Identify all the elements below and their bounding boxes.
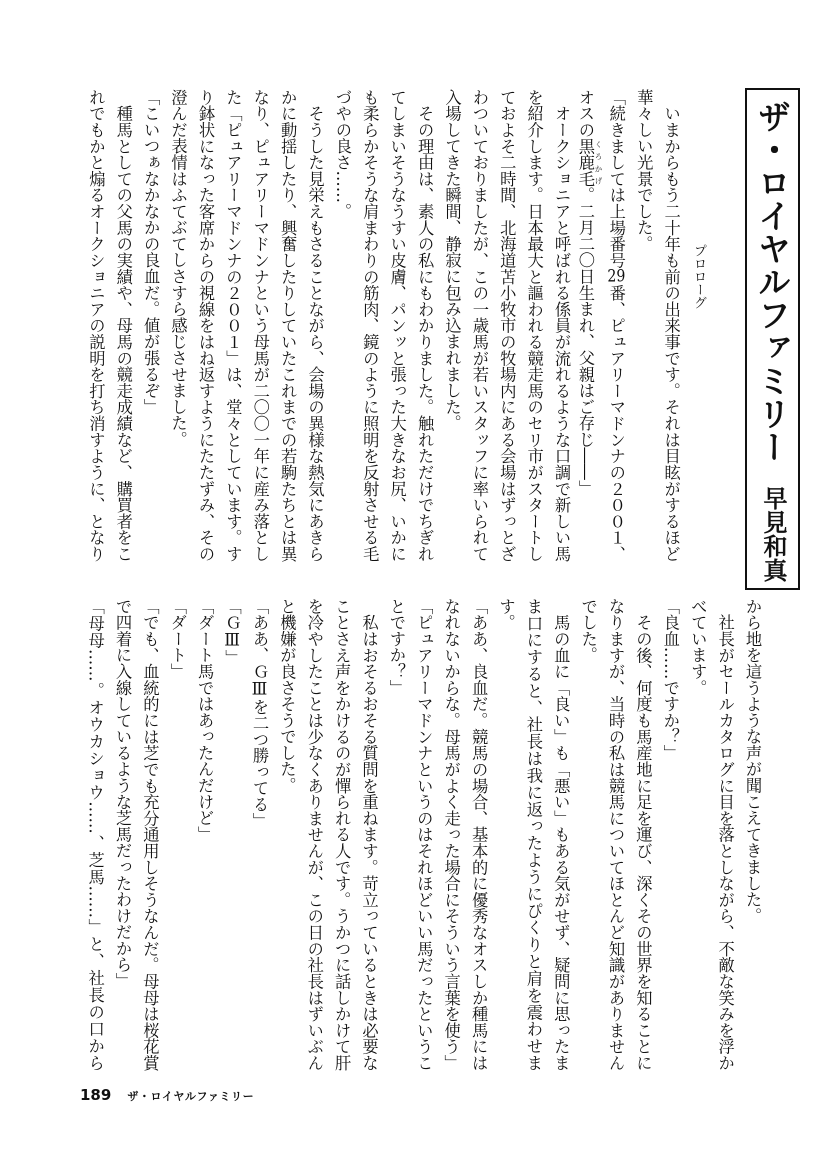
text-line: べています。 — [688, 598, 708, 696]
text-line: 澄んだ表情はふてぶてしさすら感じさせました。 — [168, 89, 188, 448]
text-line: その後、何度も馬産地に足を運び、深くその世界を知ることに — [633, 598, 653, 1071]
text-line: かに動揺したり、興奮したりしていたこれまでの若駒たちとは異 — [278, 89, 298, 562]
page-footer — [80, 1086, 254, 1106]
text-line: を紹介します。日本最大と謳われる競走馬のセリ市がスタートし — [524, 89, 544, 562]
text-line: オークショニアと呼ばれる係員が流れるような口調で新しい馬 — [552, 89, 572, 562]
author-name: 早見和真 — [759, 486, 787, 582]
upper-text-block — [81, 89, 712, 562]
text-line: ま口にすると、社長は我に返ったようにぴくりと肩を震わせま — [523, 598, 543, 1071]
ruby-word — [575, 137, 603, 187]
text-line: 「ピュアリーマドンナというのはそれほどいい馬だったというこ — [414, 598, 434, 1071]
text-line: とですか？」 — [386, 598, 406, 696]
text-line: 「良血……ですか？」 — [660, 598, 680, 761]
text-line: づやの良さ……。 — [332, 89, 352, 220]
title-box — [745, 88, 800, 590]
text-line — [575, 89, 602, 562]
text-line: 入場してきた瞬間、静寂に包み込まれました。 — [442, 89, 462, 432]
text-line: 種馬としての父馬の実績や、母馬の競走成績など、購買者をこ — [113, 89, 133, 562]
text-line: 「でも、血統的には芝でも充分通用しそうなんだ。母母は桜花賞 — [140, 598, 160, 1071]
text-line: 「こいつぁなかなかの良血だ。値が張るぞ」 — [141, 89, 161, 415]
text-line: と機嫌が良さそうでした。 — [277, 598, 297, 794]
text-line: た「ピュアリーマドンナの２００１」は、堂々としています。す — [223, 89, 243, 562]
text-line: れでもかと煽るオークショニアの説明を打ち消すように、となり — [86, 89, 106, 562]
text-line: その理由は、素人の私にもわかりました。触れただけでちぎれ — [415, 89, 435, 562]
text-line: わついておりましたが、この一歳馬が若いスタッフに率いられて — [469, 89, 489, 562]
text-line: でした。 — [578, 598, 598, 664]
text-line: で四着に入線しているような芝馬だったわけだから」 — [113, 598, 133, 989]
section-heading: プロローグ — [691, 244, 706, 309]
text-line: す。 — [496, 598, 516, 631]
text-line: 社長がセールカタログに目を落としながら、不敵な笑みを浮か — [715, 598, 735, 1071]
running-title: ザ・ロイヤルファミリー — [127, 1090, 255, 1103]
text-line: から地を這うような声が聞こえてきました。 — [743, 598, 762, 924]
text-line: なりますが、当時の私は競馬についてほとんど知識がありません — [606, 598, 626, 1071]
text-line: ておよそ二時間、北海道苫小牧市の牧場内にある会場はずっとざ — [497, 89, 517, 562]
text-line: を冷やしたことは少なくありませんが、この日の社長はずいぶん — [304, 598, 324, 1071]
text-line: 馬の血に「良い」も「悪い」もある気がせず、疑問に思ったま — [551, 598, 571, 1071]
text-line: ことさえ声をかけるのが憚られる人です。うかつに話しかけて肝 — [332, 598, 352, 1071]
tate-chu-yoko-number: 29 — [607, 268, 626, 285]
ruby-reading: くろかげ — [593, 137, 603, 187]
text-line: り鉢状になった客席からの視線をはね返すようにたたずみ、その — [195, 89, 215, 562]
text-line: 華々しい光景でした。 — [634, 89, 654, 252]
book-title: ザ・ロイヤルファミリー — [753, 100, 792, 463]
text-line: 「ダート馬ではあったんだけど」 — [195, 598, 215, 843]
text-line: も柔らかそうな肩まわりの筋肉、鏡のように照明を反射させる毛 — [360, 89, 380, 562]
text-segment: オスの — [575, 89, 595, 138]
text-line: 「続きましては上場番号29番、ピュアリーマドンナの２００１、 — [606, 89, 626, 562]
text-line: 「ダート」 — [167, 598, 187, 680]
text-line: 「ああ、良血だ。競馬の場合、基本的に優秀なオスしか種馬には — [469, 598, 489, 1071]
text-line: 「ああ、ＧⅢを二つ勝ってる」 — [249, 598, 269, 829]
page-number: 189 — [80, 1086, 112, 1104]
text-line: てしまいそうなうすい皮膚、パンッと張った大きなお尻、いかに — [387, 89, 407, 562]
text-line: 「母母……。オウカショウ……、芝馬……」と、社長の口から — [85, 598, 105, 1071]
text-line: いまからもう二十年も前の出来事です。それは目眩がするほど — [661, 89, 681, 562]
text-line: なり、ピュアリーマドンナという母馬が二〇〇一年に産み落とし — [250, 89, 270, 562]
text-line: 「ＧⅢ」 — [222, 598, 242, 666]
text-line: なれないからな。母馬がよく走った場合にそういう言葉を使う」 — [441, 598, 461, 1071]
text-line: そうした見栄えもさることながら、会場の異様な熱気にあきら — [305, 89, 325, 562]
ruby-base: 黒鹿毛 — [575, 137, 595, 187]
text-segment: 。二月二〇日生まれ、父親はご存じ――」 — [575, 186, 595, 497]
text-line: 私はおそるおそる質問を重ねます。苛立っているときは必要な — [359, 598, 379, 1071]
lower-text-block — [81, 598, 766, 1071]
